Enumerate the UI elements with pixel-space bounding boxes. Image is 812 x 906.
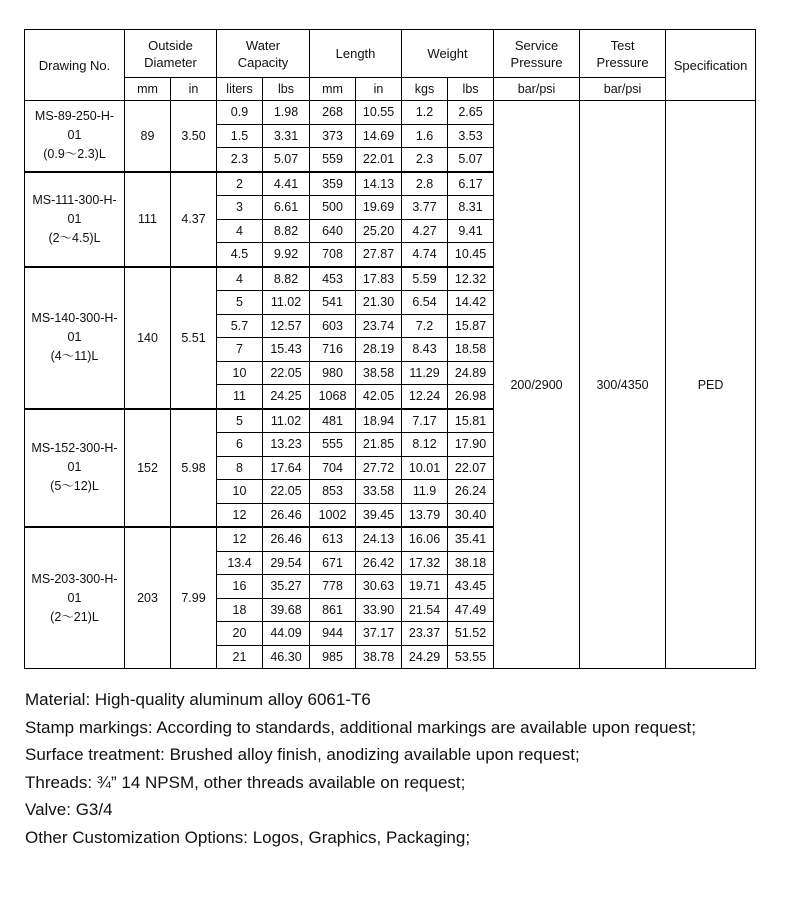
wc-lbs-cell: 35.27 (263, 575, 310, 599)
service-pressure-cell: 200/2900 (494, 101, 580, 669)
spec-table-body (25, 30, 756, 669)
drawing-no-line: 01 (67, 330, 82, 344)
header-outside-diameter (125, 30, 217, 78)
len-in-cell: 38.58 (356, 361, 402, 385)
od-mm-cell: 203 (125, 527, 171, 669)
unit-row (25, 78, 756, 101)
len-in-cell: 38.78 (356, 645, 402, 669)
wt-lbs-cell: 51.52 (448, 622, 494, 646)
wt-lbs-cell: 5.07 (448, 148, 494, 172)
unit-od-mm: mm (125, 78, 171, 101)
wt-kgs-cell: 4.27 (402, 219, 448, 243)
note-customization: Other Customization Options: Logos, Graphics, Packaging; (25, 827, 471, 847)
notes-section (25, 686, 795, 851)
wc-lbs-cell: 13.23 (263, 433, 310, 457)
wc-lbs-cell: 11.02 (263, 291, 310, 315)
wc-liters-cell: 7 (217, 338, 263, 362)
wc-liters-cell: 2.3 (217, 148, 263, 172)
wc-lbs-cell: 4.41 (263, 172, 310, 196)
wt-kgs-cell: 4.74 (402, 243, 448, 267)
len-mm-cell: 541 (310, 291, 356, 315)
wt-lbs-cell: 18.58 (448, 338, 494, 362)
drawing-no-line: MS-111-300-H- (32, 192, 117, 207)
header-length: Length (310, 30, 402, 78)
header-weight: Weight (402, 30, 494, 78)
len-mm-cell: 359 (310, 172, 356, 196)
header-test-pressure (580, 30, 666, 78)
wc-liters-cell: 0.9 (217, 101, 263, 125)
wc-liters-cell: 10 (217, 361, 263, 385)
drawing-no-line: 01 (67, 590, 82, 605)
len-mm-cell: 853 (310, 480, 356, 504)
wt-kgs-cell: 3.77 (402, 196, 448, 220)
wc-liters-cell: 2 (217, 172, 263, 196)
od-in-cell: 7.99 (171, 527, 217, 669)
wt-kgs-cell: 17.32 (402, 551, 448, 575)
len-mm-cell: 716 (310, 338, 356, 362)
len-in-cell: 33.90 (356, 598, 402, 622)
drawing-no-line: (5～12)L (50, 479, 99, 494)
wt-kgs-cell: 19.71 (402, 575, 448, 599)
drawing-no-cell (25, 172, 125, 267)
wt-lbs-cell: 14.42 (448, 291, 494, 315)
wc-liters-cell: 18 (217, 598, 263, 622)
len-in-cell: 23.74 (356, 314, 402, 338)
header-service-pressure-line2: Pressure (510, 54, 563, 70)
wc-lbs-cell: 44.09 (263, 622, 310, 646)
unit-wc-liters: liters (217, 78, 263, 101)
header-drawing-no: Drawing No. (25, 30, 125, 101)
header-water-capacity-line1: Water (245, 37, 281, 53)
wc-liters-cell: 1.5 (217, 124, 263, 148)
len-in-cell: 30.63 (356, 575, 402, 599)
wc-liters-cell: 21 (217, 645, 263, 669)
wc-lbs-cell: 26.46 (263, 527, 310, 551)
wc-liters-cell: 11 (217, 385, 263, 409)
unit-test-pressure: bar/psi (580, 78, 666, 101)
note-surface-treatment: Surface treatment: Brushed alloy finish, anodizing available upon request; (25, 745, 580, 764)
len-mm-cell: 1068 (310, 385, 356, 409)
note-stamp-markings: Stamp markings: According to standards, additional markings are available upon request; (25, 717, 696, 737)
wt-lbs-cell: 3.53 (448, 124, 494, 148)
len-in-cell: 21.85 (356, 433, 402, 457)
drawing-no-line: MS-89-250-H- (34, 109, 115, 124)
len-in-cell: 27.87 (356, 243, 402, 267)
wt-lbs-cell: 6.17 (448, 172, 494, 196)
od-in-cell: 5.98 (171, 409, 217, 528)
wt-lbs-cell: 53.55 (448, 645, 494, 669)
wc-lbs-cell: 29.54 (263, 551, 310, 575)
wc-lbs-cell: 8.82 (263, 267, 310, 291)
wc-lbs-cell: 24.25 (263, 385, 310, 409)
wt-lbs-cell: 43.45 (448, 575, 494, 599)
drawing-no-cell (25, 409, 125, 528)
od-in-cell: 5.51 (171, 267, 217, 409)
drawing-no-cell (25, 267, 125, 409)
len-in-cell: 22.01 (356, 148, 402, 172)
od-mm-cell: 152 (125, 409, 171, 528)
unit-od-in: in (171, 78, 217, 101)
unit-len-in: in (356, 78, 402, 101)
wc-liters-cell: 12 (217, 527, 263, 551)
len-in-cell: 14.69 (356, 124, 402, 148)
len-in-cell: 39.45 (356, 503, 402, 527)
od-in-cell: 3.50 (171, 101, 217, 172)
len-mm-cell: 268 (310, 101, 356, 125)
wt-lbs-cell: 30.40 (448, 503, 494, 527)
wc-liters-cell: 5 (217, 291, 263, 315)
len-mm-cell: 500 (310, 196, 356, 220)
len-mm-cell: 1002 (310, 503, 356, 527)
wt-kgs-cell: 1.6 (402, 124, 448, 148)
header-specification: Specification (666, 30, 756, 101)
wt-kgs-cell: 1.2 (402, 101, 448, 125)
note-material: Material: High-quality aluminum alloy 6061-T6 (25, 690, 371, 709)
len-in-cell: 19.69 (356, 196, 402, 220)
od-mm-cell: 89 (125, 101, 171, 172)
len-in-cell: 27.72 (356, 456, 402, 480)
wc-liters-cell: 4 (217, 267, 263, 291)
wt-kgs-cell: 6.54 (402, 291, 448, 315)
len-mm-cell: 778 (310, 575, 356, 599)
wt-lbs-cell: 38.18 (448, 551, 494, 575)
wc-lbs-cell: 9.92 (263, 243, 310, 267)
wt-kgs-cell: 13.79 (402, 503, 448, 527)
drawing-no-line: (4～11)L (50, 349, 99, 363)
wt-lbs-cell: 8.31 (448, 196, 494, 220)
wc-liters-cell: 5.7 (217, 314, 263, 338)
drawing-no-line: (0.9～2.3)L (43, 147, 106, 162)
wc-liters-cell: 8 (217, 456, 263, 480)
len-in-cell: 21.30 (356, 291, 402, 315)
len-mm-cell: 559 (310, 148, 356, 172)
len-in-cell: 26.42 (356, 551, 402, 575)
wt-kgs-cell: 16.06 (402, 527, 448, 551)
wt-kgs-cell: 23.37 (402, 622, 448, 646)
wc-lbs-cell: 3.31 (263, 124, 310, 148)
wt-kgs-cell: 12.24 (402, 385, 448, 409)
header-test-pressure-line1: Test (610, 37, 635, 53)
wt-kgs-cell: 11.9 (402, 480, 448, 504)
wc-lbs-cell: 11.02 (263, 409, 310, 433)
len-mm-cell: 640 (310, 219, 356, 243)
len-mm-cell: 708 (310, 243, 356, 267)
len-in-cell: 37.17 (356, 622, 402, 646)
wc-liters-cell: 16 (217, 575, 263, 599)
note-valve: Valve: G3/4 (25, 800, 113, 819)
drawing-no-line: (2～4.5)L (48, 230, 101, 245)
len-in-cell: 33.58 (356, 480, 402, 504)
drawing-no-line: 01 (67, 211, 82, 226)
wc-liters-cell: 12 (217, 503, 263, 527)
drawing-no-line: MS-140-300-H- (31, 311, 118, 325)
wt-lbs-cell: 17.90 (448, 433, 494, 457)
drawing-no-line: 01 (67, 128, 82, 143)
len-in-cell: 18.94 (356, 409, 402, 433)
wt-kgs-cell: 2.8 (402, 172, 448, 196)
len-mm-cell: 861 (310, 598, 356, 622)
header-service-pressure-line1: Service (514, 37, 559, 53)
wc-lbs-cell: 22.05 (263, 480, 310, 504)
len-mm-cell: 603 (310, 314, 356, 338)
wc-lbs-cell: 15.43 (263, 338, 310, 362)
wt-lbs-cell: 15.81 (448, 409, 494, 433)
drawing-no-line: 01 (67, 460, 82, 475)
unit-len-mm: mm (310, 78, 356, 101)
unit-wc-lbs: lbs (263, 78, 310, 101)
len-mm-cell: 704 (310, 456, 356, 480)
wc-lbs-cell: 1.98 (263, 101, 310, 125)
od-mm-cell: 111 (125, 172, 171, 267)
len-in-cell: 24.13 (356, 527, 402, 551)
wt-kgs-cell: 8.43 (402, 338, 448, 362)
wc-liters-cell: 4.5 (217, 243, 263, 267)
wt-lbs-cell: 35.41 (448, 527, 494, 551)
len-in-cell: 14.13 (356, 172, 402, 196)
len-mm-cell: 985 (310, 645, 356, 669)
wt-lbs-cell: 26.98 (448, 385, 494, 409)
wt-kgs-cell: 24.29 (402, 645, 448, 669)
len-mm-cell: 373 (310, 124, 356, 148)
wc-liters-cell: 3 (217, 196, 263, 220)
wt-kgs-cell: 2.3 (402, 148, 448, 172)
wt-kgs-cell: 7.17 (402, 409, 448, 433)
drawing-no-line: MS-203-300-H- (31, 571, 118, 586)
len-in-cell: 28.19 (356, 338, 402, 362)
unit-wt-kgs: kgs (402, 78, 448, 101)
drawing-no-cell (25, 101, 125, 172)
len-mm-cell: 980 (310, 361, 356, 385)
wt-lbs-cell: 10.45 (448, 243, 494, 267)
wc-liters-cell: 10 (217, 480, 263, 504)
wc-lbs-cell: 8.82 (263, 219, 310, 243)
header-water-capacity-line2: Capacity (237, 54, 289, 70)
wc-liters-cell: 6 (217, 433, 263, 457)
wt-lbs-cell: 12.32 (448, 267, 494, 291)
len-in-cell: 42.05 (356, 385, 402, 409)
len-mm-cell: 453 (310, 267, 356, 291)
wt-lbs-cell: 15.87 (448, 314, 494, 338)
wt-kgs-cell: 8.12 (402, 433, 448, 457)
wc-liters-cell: 20 (217, 622, 263, 646)
drawing-no-cell (25, 527, 125, 669)
wc-lbs-cell: 39.68 (263, 598, 310, 622)
header-test-pressure-line2: Pressure (596, 54, 649, 70)
header-outside-diameter-line1: Outside (148, 37, 193, 53)
unit-wt-lbs: lbs (448, 78, 494, 101)
unit-service-pressure: bar/psi (494, 78, 580, 101)
wc-lbs-cell: 6.61 (263, 196, 310, 220)
header-service-pressure (494, 30, 580, 78)
cylinder-spec-table (24, 29, 756, 669)
len-in-cell: 25.20 (356, 219, 402, 243)
note-threads: Threads: ¾” 14 NPSM, other threads available on request; (25, 772, 466, 792)
wt-lbs-cell: 22.07 (448, 456, 494, 480)
wc-lbs-cell: 26.46 (263, 503, 310, 527)
table-row (25, 101, 756, 125)
wc-lbs-cell: 5.07 (263, 148, 310, 172)
wc-lbs-cell: 22.05 (263, 361, 310, 385)
len-in-cell: 17.83 (356, 267, 402, 291)
len-mm-cell: 671 (310, 551, 356, 575)
wt-kgs-cell: 7.2 (402, 314, 448, 338)
wc-lbs-cell: 12.57 (263, 314, 310, 338)
len-mm-cell: 555 (310, 433, 356, 457)
specification-cell: PED (666, 101, 756, 669)
wt-kgs-cell: 10.01 (402, 456, 448, 480)
drawing-no-line: MS-152-300-H- (31, 441, 118, 456)
wt-kgs-cell: 21.54 (402, 598, 448, 622)
wc-liters-cell: 5 (217, 409, 263, 433)
header-water-capacity (217, 30, 310, 78)
wc-lbs-cell: 46.30 (263, 645, 310, 669)
len-mm-cell: 481 (310, 409, 356, 433)
od-in-cell: 4.37 (171, 172, 217, 267)
len-mm-cell: 944 (310, 622, 356, 646)
len-in-cell: 10.55 (356, 101, 402, 125)
wt-lbs-cell: 9.41 (448, 219, 494, 243)
wt-lbs-cell: 26.24 (448, 480, 494, 504)
wt-lbs-cell: 24.89 (448, 361, 494, 385)
len-mm-cell: 613 (310, 527, 356, 551)
wc-liters-cell: 4 (217, 219, 263, 243)
wc-liters-cell: 13.4 (217, 551, 263, 575)
wt-lbs-cell: 47.49 (448, 598, 494, 622)
wt-kgs-cell: 11.29 (402, 361, 448, 385)
header-outside-diameter-line2: Diameter (144, 54, 197, 70)
header-row (25, 30, 756, 78)
od-mm-cell: 140 (125, 267, 171, 409)
test-pressure-cell: 300/4350 (580, 101, 666, 669)
wc-lbs-cell: 17.64 (263, 456, 310, 480)
wt-kgs-cell: 5.59 (402, 267, 448, 291)
drawing-no-line: (2～21)L (50, 609, 99, 624)
wt-lbs-cell: 2.65 (448, 101, 494, 125)
